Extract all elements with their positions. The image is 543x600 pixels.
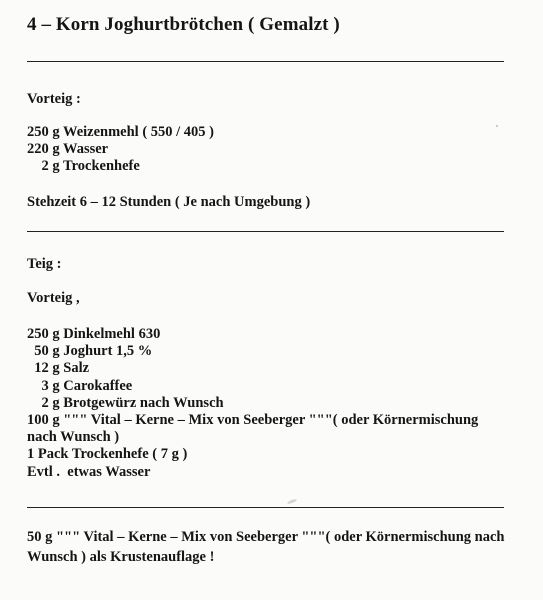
teig-ingredient: 3 g Carokaffee [27, 377, 133, 394]
vorteig-ingredient-list [27, 124, 507, 176]
topping-note: 50 g """ Vital – Kerne – Mix von Seeberger """( oder Körnermischung nach Wunsch ) als Krustenauflage ! [27, 529, 505, 565]
teig-ingredient: Evtl . etwas Wasser [27, 463, 151, 480]
paper-speck [496, 125, 498, 127]
teig-ingredient: 50 g Joghurt 1,5 % [27, 343, 153, 360]
vorteig-ingredient: 220 g Wasser [27, 141, 109, 158]
recipe-title: 4 – Korn Joghurtbrötchen ( Gemalzt ) [27, 14, 340, 35]
divider-1 [27, 61, 504, 62]
vorteig-heading: Vorteig : [27, 91, 81, 107]
divider-3 [27, 507, 504, 508]
teig-ingredient: 2 g Brotgewürz nach Wunsch [27, 394, 224, 411]
teig-subheading: Vorteig , [27, 290, 80, 306]
teig-ingredient: 250 g Dinkelmehl 630 [27, 326, 161, 342]
paper-speck [287, 498, 297, 504]
teig-ingredient: 1 Pack Trockenhefe ( 7 g ) [27, 446, 188, 463]
vorteig-ingredient: 250 g Weizenmehl ( 550 / 405 ) [27, 124, 215, 140]
divider-2 [27, 231, 504, 232]
teig-heading: Teig : [27, 256, 62, 272]
rest-time: Stehzeit 6 – 12 Stunden ( Je nach Umgebung ) [27, 194, 311, 210]
teig-ingredient-list [27, 326, 507, 481]
teig-ingredient: 12 g Salz [27, 360, 90, 377]
teig-ingredient: 100 g """ Vital – Kerne – Mix von Seeberger """( oder Körnermischung nach Wunsch ) [27, 412, 479, 446]
vorteig-ingredient: 2 g Trockenhefe [27, 158, 140, 175]
